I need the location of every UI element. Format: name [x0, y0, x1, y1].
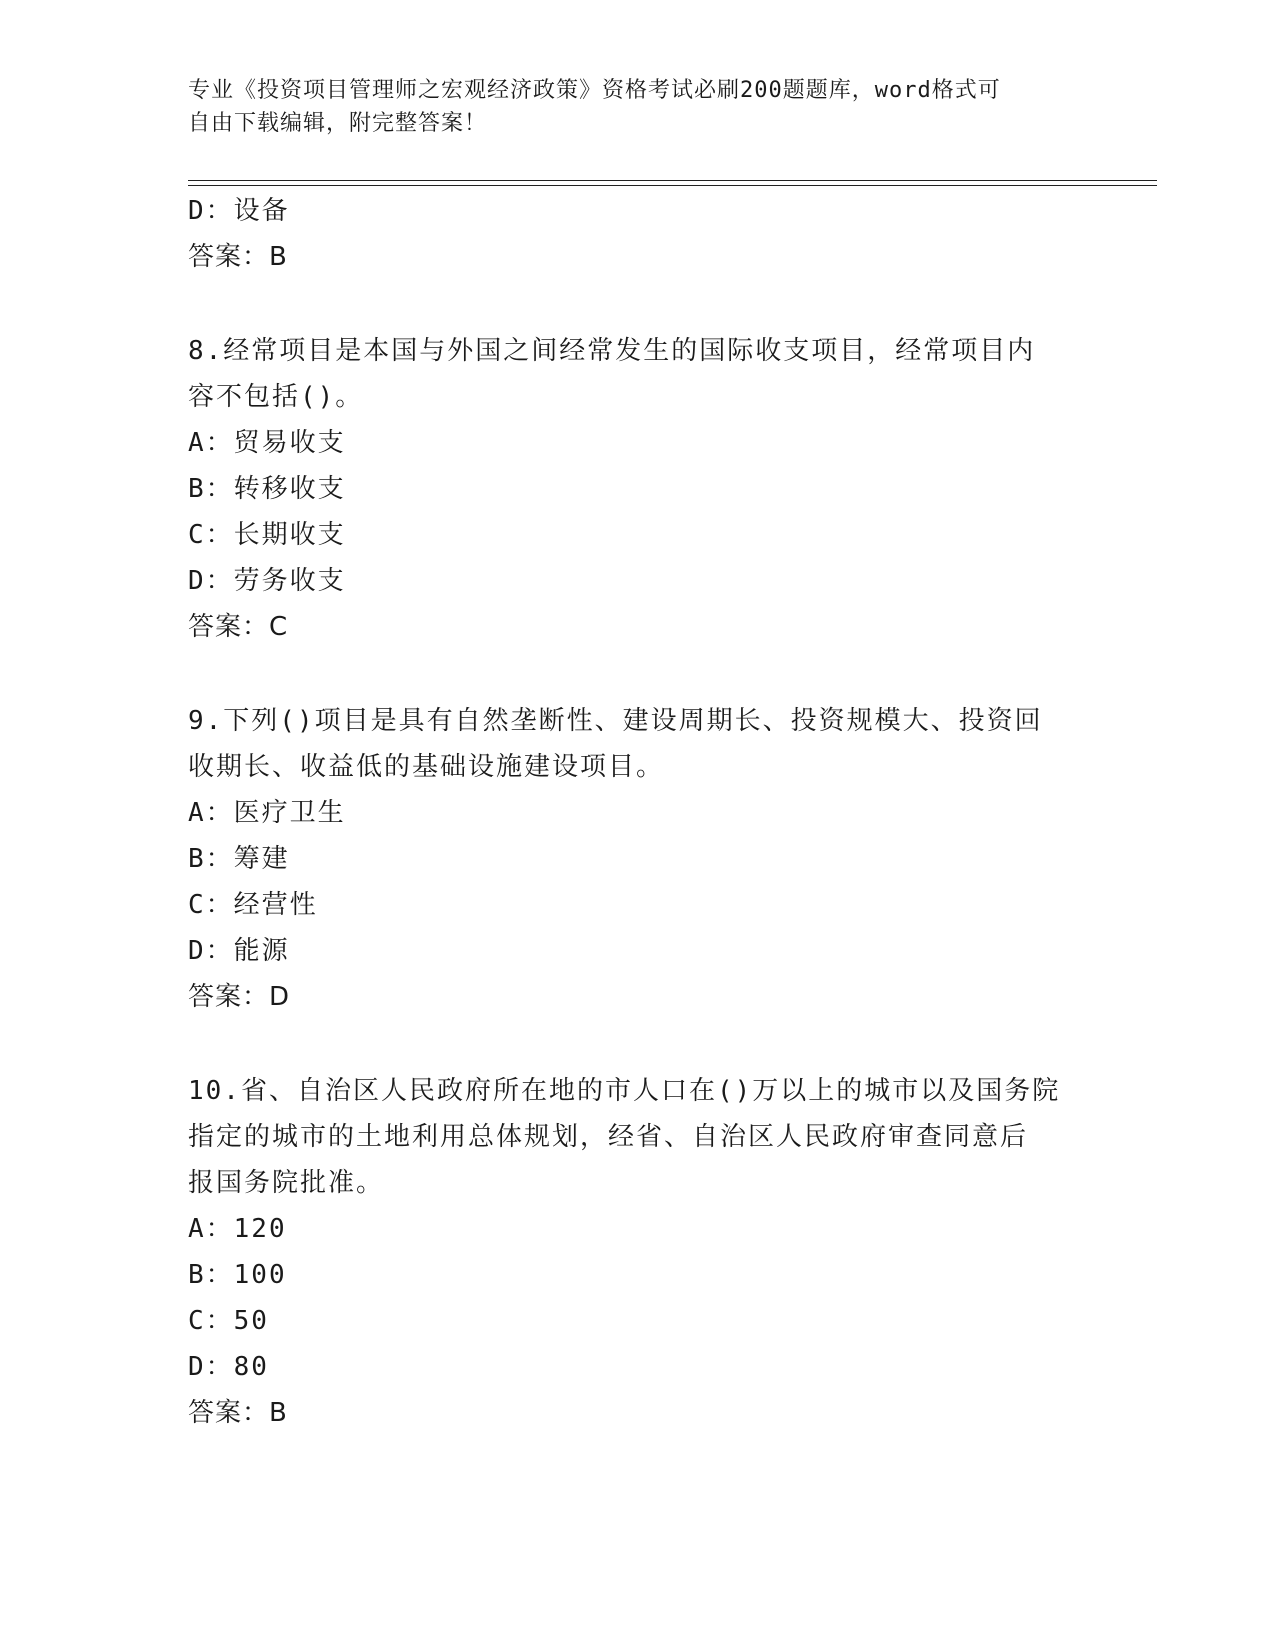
spacer [188, 650, 1088, 698]
question-text-line: 10.省、自治区人民政府所在地的市人口在()万以上的城市以及国务院 [188, 1076, 1061, 1106]
question-text-line: 8.经常项目是本国与外国之间经常发生的国际收支项目，经常项目内 [188, 336, 1036, 366]
spacer [188, 280, 1088, 328]
question-8 [188, 328, 1088, 650]
previous-question-tail [188, 188, 1088, 280]
option-a: A：医疗卫生 [188, 798, 346, 828]
header-divider [188, 180, 1157, 186]
question-text-line: 指定的城市的土地利用总体规划，经省、自治区人民政府审查同意后 [188, 1122, 1029, 1152]
option-c: C：长期收支 [188, 520, 346, 550]
document-body [188, 188, 1088, 1436]
question-text-line: 收期长、收益低的基础设施建设项目。 [188, 752, 665, 782]
header-line-2: 自由下载编辑，附完整答案！ [188, 111, 488, 136]
option-c: C：50 [188, 1306, 269, 1336]
question-text-line: 报国务院批准。 [188, 1168, 385, 1198]
question-9 [188, 698, 1088, 1020]
page-header [188, 74, 1078, 140]
option-d: D：能源 [188, 936, 290, 966]
spacer [188, 1020, 1088, 1068]
option-c: C：经营性 [188, 890, 318, 920]
header-line-1: 专业《投资项目管理师之宏观经济政策》资格考试必刷200题题库，word格式可 [188, 78, 1001, 103]
option-b: B：100 [188, 1260, 287, 1290]
question-text-line: 9.下列()项目是具有自然垄断性、建设周期长、投资规模大、投资回 [188, 706, 1043, 736]
option-b: B：转移收支 [188, 474, 346, 504]
question-text-line: 容不包括()。 [188, 382, 364, 412]
answer-line: 答案：B [188, 1398, 288, 1428]
option-a: A：贸易收支 [188, 428, 346, 458]
option-d: D：设备 [188, 196, 290, 226]
option-d: D：80 [188, 1352, 269, 1382]
option-b: B：筹建 [188, 844, 290, 874]
question-10 [188, 1068, 1088, 1436]
answer-line: 答案：D [188, 982, 291, 1012]
option-a: A：120 [188, 1214, 287, 1244]
answer-line: 答案：C [188, 612, 289, 642]
answer-line: 答案：B [188, 242, 288, 272]
option-d: D：劳务收支 [188, 566, 346, 596]
